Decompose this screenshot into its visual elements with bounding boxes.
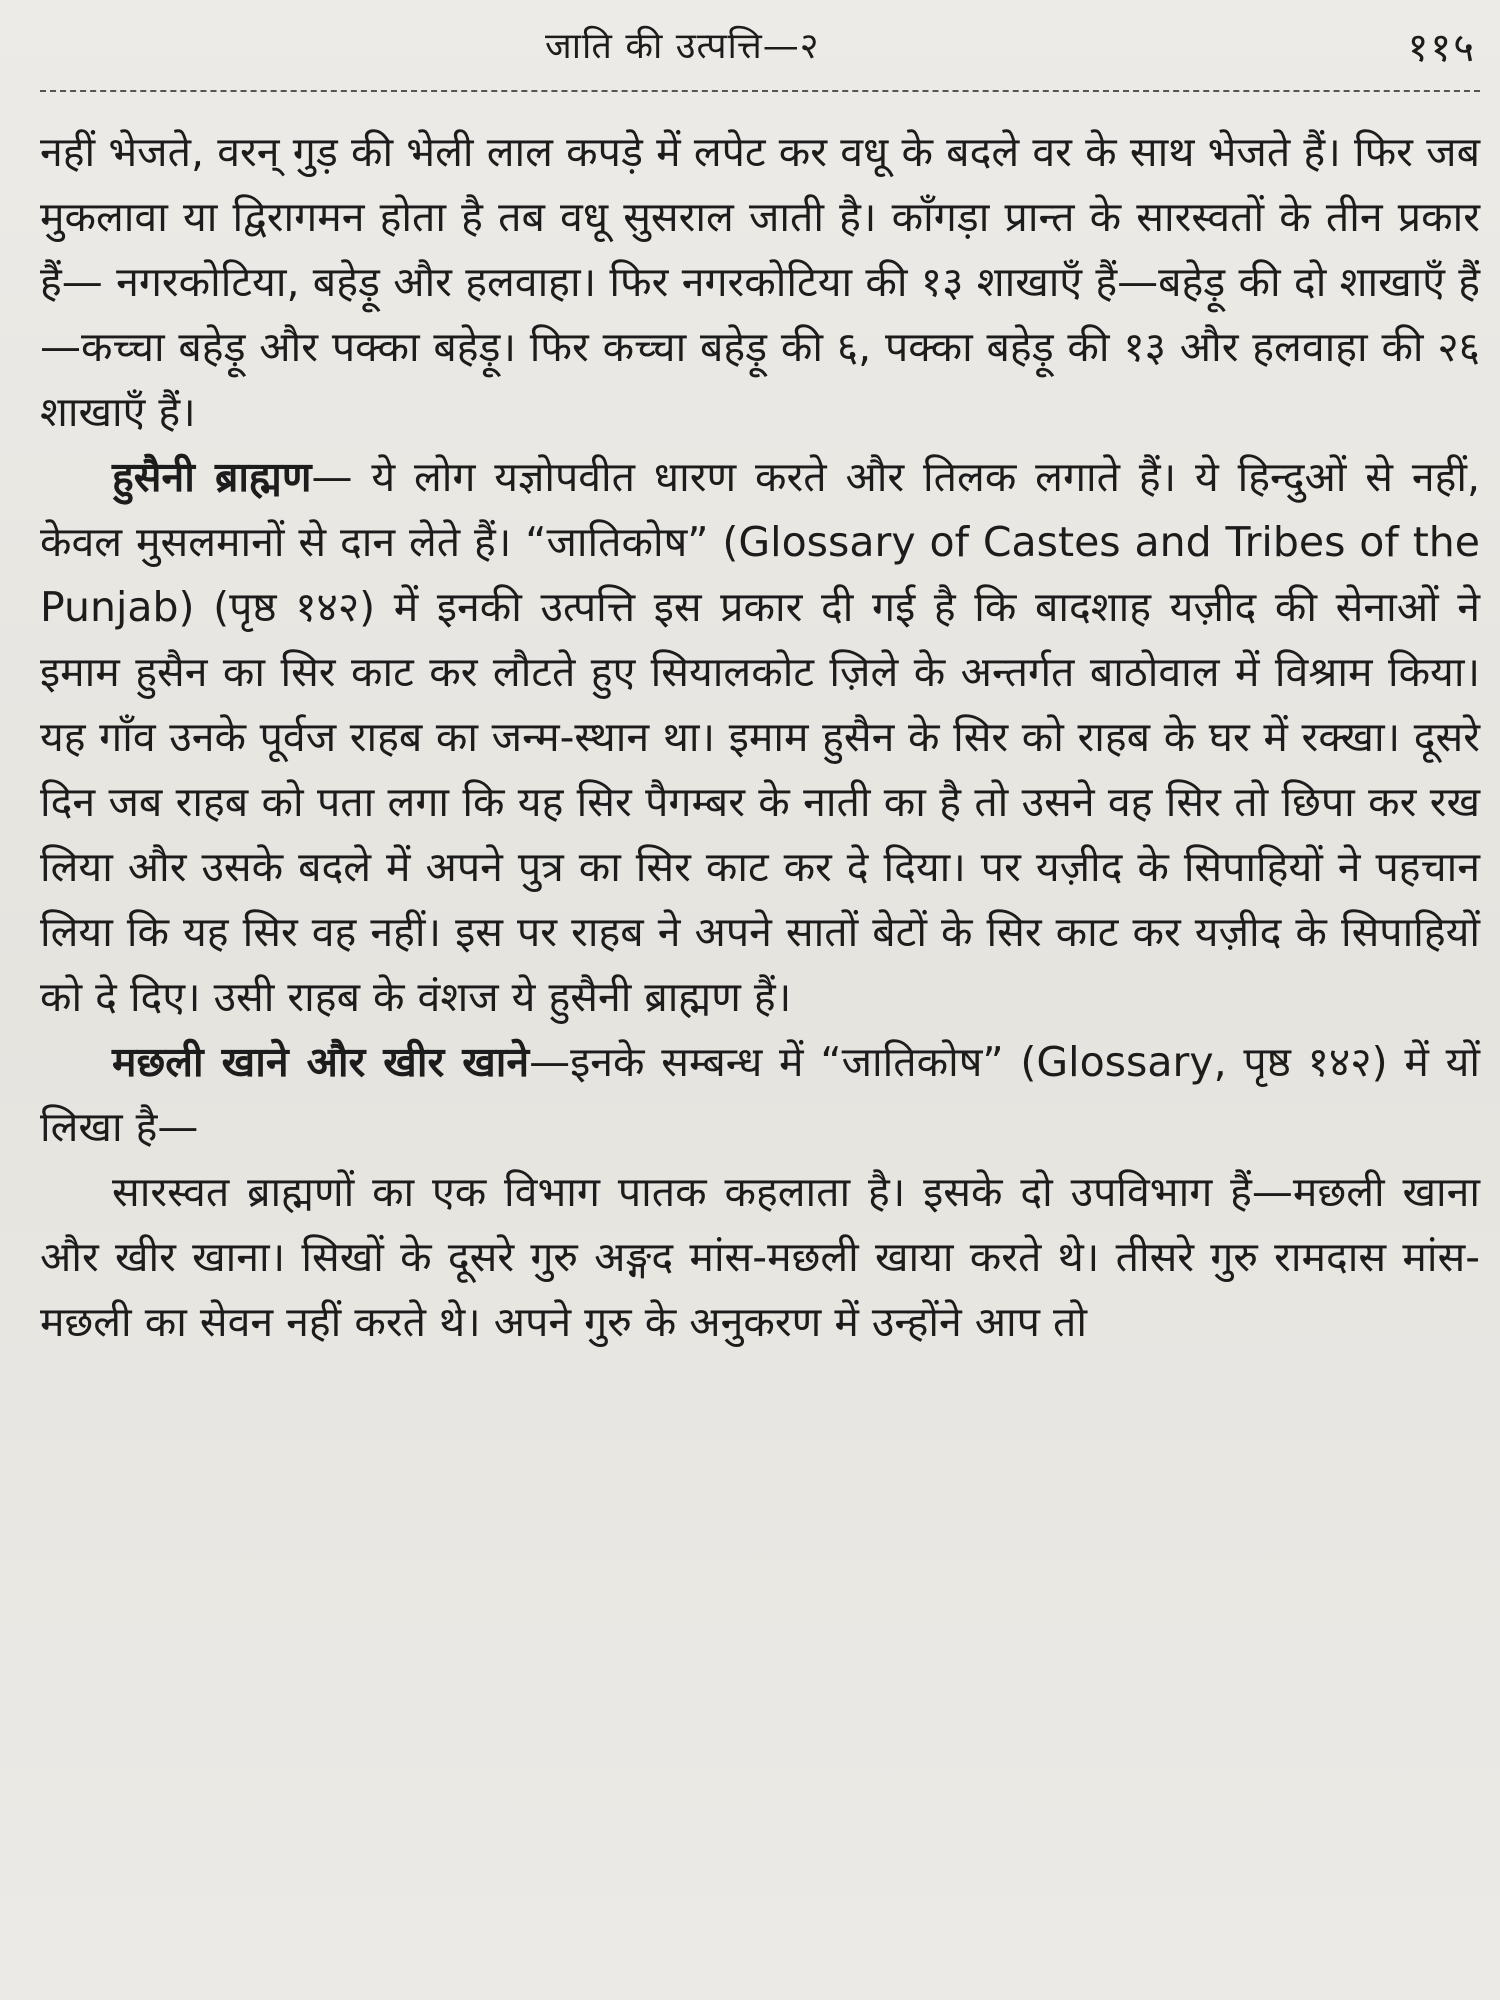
section-heading: हुसैनी ब्राह्मण — [112, 453, 312, 501]
paragraph-saraswat — [40, 1160, 1480, 1355]
paragraph-text: — ये लोग यज्ञोपवीत धारण करते और तिलक लगाते हैं। ये हिन्दुओं से नहीं, केवल मुसलमानों से दान लेते हैं। “जातिकोष” (Glossary of Castes and Tribes of the Punjab) (पृष्ठ १४२) में इनकी उत्पत्ति इस प्रकार दी गई है कि बादशाह यज़ीद की सेनाओं ने इमाम हुसैन का सिर काट कर लौटते हुए सियालकोट ज़िले के अन्तर्गत बाठोवाल में विश्राम किया। यह गाँव उनके पूर्वज राहब का जन्म-स्थान था। इमाम हुसैन के सिर को राहब के घर में रक्खा। दूसरे दिन जब राहब को पता लगा कि यह सिर पैगम्बर के नाती का है तो उसने वह सिर तो छिपा कर रख लिया और उसके बदले में अपने पुत्र का सिर काट कर दे दिया। पर यज़ीद के सिपाहियों ने पहचान लिया कि यह सिर वह नहीं। इस पर राहब ने अपने सातों बेटों के सिर काट कर यज़ीद के सिपाहियों को दे दिए। उसी राहब के वंशज ये हुसैनी ब्राह्मण हैं। — [40, 453, 1480, 1021]
paragraph-continuation — [40, 120, 1480, 445]
body-text — [40, 120, 1480, 1355]
paragraph-text: सारस्वत ब्राह्मणों का एक विभाग पातक कहलाता है। इसके दो उपविभाग हैं—मछली खाना और खीर खाना। सिखों के दूसरे गुरु अङ्गद मांस-मछली खाया करते थे। तीसरे गुरु रामदास मांस-मछली का सेवन नहीं करते थे। अपने गुरु के अनुकरण में उन्होंने आप तो — [40, 1168, 1480, 1346]
paragraph-text: नहीं भेजते, वरन् गुड़ की भेली लाल कपड़े में लपेट कर वधू के बदले वर के साथ भेजते हैं। फिर जब मुकलावा या द्विरागमन होता है तब वधू सुसराल जाती है। काँगड़ा प्रान्त के सारस्वतों के तीन प्रकार हैं— नगरकोटिया, बहेड़ू और हलवाहा। फिर नगरकोटिया की १३ शाखाएँ हैं—बहेड़ू की दो शाखाएँ हैं—कच्चा बहेड़ू और पक्का बहेड़ू। फिर कच्चा बहेड़ू की ६, पक्का बहेड़ू की १३ और हलवाहा की २६ शाखाएँ हैं। — [40, 128, 1480, 436]
header-divider — [40, 90, 1480, 92]
running-head — [0, 8, 1500, 78]
running-title: जाति की उत्पत्ति—२ — [545, 26, 820, 67]
paragraph-machhli-khane — [40, 1030, 1480, 1160]
paragraph-husaini-brahman — [40, 445, 1480, 1030]
section-heading: मछली खाने और खीर खाने — [112, 1038, 530, 1086]
page-number: ११५ — [1407, 25, 1476, 71]
paragraph-text: —इनके सम्बन्ध में “जातिकोष” (Glossary, पृष्ठ १४२) में यों लिखा है— — [40, 1038, 1480, 1151]
